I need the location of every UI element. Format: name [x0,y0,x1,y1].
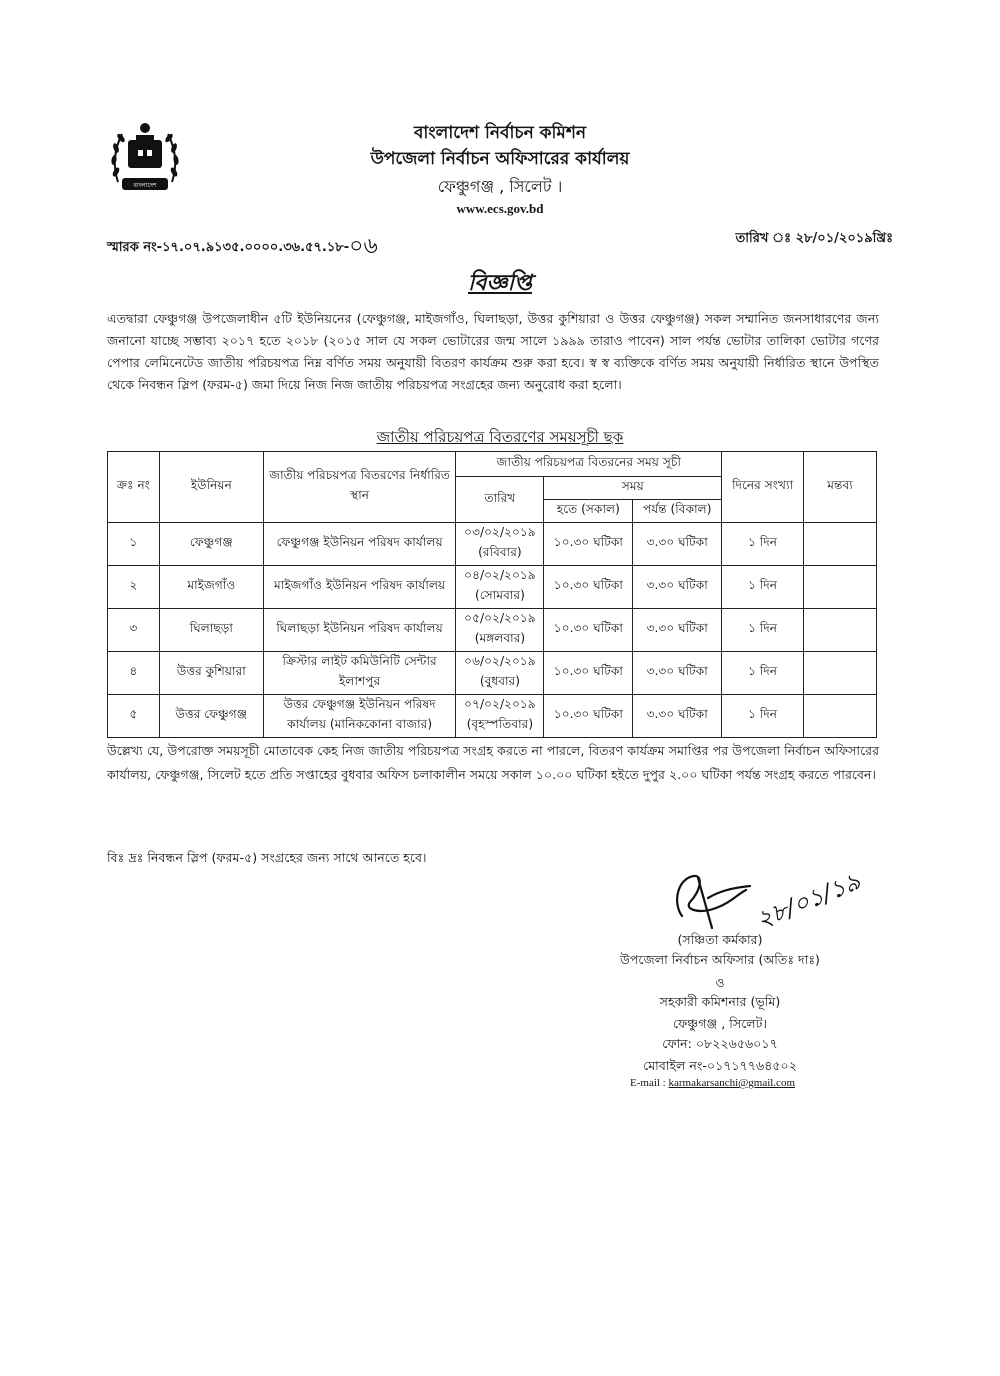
signatory-conjunction: ও [715,975,725,990]
cell-days: ১ দিন [722,566,804,609]
memo-number-text: স্মারক নং-১৭.০৭.৯১৩৫.০০০০.৩৬.৫৭.১৮- [107,240,350,255]
notice-paragraph-1: এতদ্বারা ফেঞ্চুগঞ্জ উপজেলাধীন ৫টি ইউনিয়নের (ফেঞ্চুগঞ্জ, মাইজগাঁও, ঘিলাছড়া, উত্তর কুশিয়ারা ও উত্তর ফেঞ্চুগঞ্জ) সকল সম্মানিত জনসাধারণের জন্য জনানো যাচ্ছে সম্ভাব্য ২০১৭ হতে ২০১৮ (২০১৫ সাল যে সকল ভোটারের জন্ম সালে ১৯৯৯ তারাও পাবেন) সাল পর্যন্ত ভোটার তালিকা ভোটার গণের পেপার লেমিনেটেড জাতীয় পরিচয়পত্র নিম্ন বর্ণিত সময় অনুযায়ী বিতরণ কার্যক্রম শুরু করা হবে। স্ব স্ব ব্যক্তিকে বর্ণিত সময় অনুযায়ী নির্ধারিত স্থানে উপস্থিত থেকে নিবন্ধন স্লিপ (ফরম-৫) জমা দিয়ে নিজ নিজ জাতীয় পরিচয়পত্র সংগ্রহের জন্য অনুরোধ করা হলো। [107,311,879,392]
header-time-from: হতে (সকাল) [544,500,633,523]
special-note: বিঃ দ্রঃ নিবন্ধন স্লিপ (ফরম-৫) সংগ্রহের জন্য সাথে আনতে হবে। [107,850,427,865]
cell-date [456,652,544,695]
cell-weekday: (মঙ্গলবার) [474,631,526,645]
cell-serial: ৪ [108,652,160,695]
signatory-designation-2: সহকারী কমিশনার (ভূমি) [659,994,781,1009]
notice-title-text: বিজ্ঞপ্তি [468,271,532,296]
email-link[interactable]: karmakarsanchi@gmail.com [668,1077,795,1089]
memo-date: তারিখ ঃ ২৮/০১/২০১৯খ্রিঃ [735,231,893,246]
cell-to: ৩.৩০ ঘটিকা [633,652,722,695]
cell-days: ১ দিন [722,652,804,695]
cell-union: ঘিলাছড়া [159,609,263,652]
cell-remarks [804,566,877,609]
table-row [108,652,877,695]
cell-weekday: (বৃহস্পতিবার) [466,717,534,731]
cell-remarks [804,609,877,652]
distribution-schedule-table [107,451,877,738]
svg-text:২৮/০১/১৯: ২৮/০১/১৯ [752,867,865,935]
cell-to: ৩.৩০ ঘটিকা [633,695,722,738]
svg-text:বাংলাদেশ: বাংলাদেশ [133,182,157,189]
cell-days: ১ দিন [722,695,804,738]
cell-date [456,695,544,738]
cell-date-value: ০৭/০২/২০১৯ [464,697,536,711]
cell-serial: ২ [108,566,160,609]
header-serial: ক্রঃ নং [108,452,160,523]
cell-place: মাইজগাঁও ইউনিয়ন পরিষদ কার্যালয় [263,566,456,609]
header-place: জাতীয় পরিচয়পত্র বিতরণের নির্ধারিত স্থান [263,452,456,523]
cell-from: ১০.৩০ ঘটিকা [544,609,633,652]
office-location: ফেঞ্চুগঞ্জ , সিলেট । [437,177,563,196]
memo-number [107,229,378,266]
header-union: ইউনিয়ন [159,452,263,523]
header-time-to: পর্যন্ত (বিকাল) [633,500,722,523]
cell-to: ৩.৩০ ঘটিকা [633,609,722,652]
cell-days: ১ দিন [722,609,804,652]
cell-union: উত্তর কুশিয়ারা [159,652,263,695]
cell-remarks [804,652,877,695]
cell-date-value: ০৫/০২/২০১৯ [464,611,536,625]
cell-from: ১০.৩০ ঘটিকা [544,523,633,566]
cell-date [456,566,544,609]
cell-union: ফেঞ্চুগঞ্জ [159,523,263,566]
signatory-location: ফেঞ্চুগঞ্জ , সিলেট। [672,1016,768,1031]
website-link[interactable]: www.ecs.gov.bd [456,201,544,216]
signatory-name: (সঞ্চিতা কর্মকার) [677,932,763,947]
header-days: দিনের সংখ্যা [722,452,804,523]
cell-date-value: ০৪/০২/২০১৯ [464,568,536,582]
cell-place: ফেঞ্চুগঞ্জ ইউনিয়ন পরিষদ কার্যালয় [263,523,456,566]
cell-date [456,609,544,652]
handwritten-signature [660,858,865,938]
cell-remarks [804,695,877,738]
table-row [108,609,877,652]
cell-place: উত্তর ফেঞ্চুগঞ্জ ইউনিয়ন পরিষদ কার্যালয় (মানিককোনা বাজার) [263,695,456,738]
cell-weekday: (রবিবার) [478,545,522,559]
cell-union: উত্তর ফেঞ্চুগঞ্জ [159,695,263,738]
table-row [108,566,877,609]
office-name: উপজেলা নির্বাচন অফিসারের কার্যালয় [370,149,630,169]
cell-days: ১ দিন [722,523,804,566]
cell-place: ক্রিস্টার লাইট কমিউনিটি সেন্টার ইলাশপুর [263,652,456,695]
email-label: E-mail : [630,1077,666,1089]
signatory-mobile: মোবাইল নং-০১৭১৭৭৬৪৫০২ [643,1058,797,1073]
notice-title [0,266,1000,303]
notice-paragraph-2: উল্লেখ্য যে, উপরোক্ত সময়সূচী মোতাবেক কেহ নিজ জাতীয় পরিচয়পত্র সংগ্রহ করতে না পারলে, বিতরণ কার্যক্রম সমাপ্তির পর উপজেলা নির্বাচন অফিসারের কার্যালয়, ফেঞ্চুগঞ্জ, সিলেট হতে প্রতি সপ্তাহের বুধবার অফিস চলাকালীন সময়ে সকাল ১০.০০ ঘটিকা হইতে দুপুর ২.০০ ঘটিকা পর্যন্ত সংগ্রহ করতে পারবেন। [107,743,879,782]
cell-from: ১০.৩০ ঘটিকা [544,695,633,738]
header-time: সময় [544,477,722,500]
cell-weekday: (সোমবার) [475,588,525,602]
cell-weekday: (বুধবার) [479,674,521,688]
header-schedule: জাতীয় পরিচয়পত্র বিতরনের সময় সূচী [456,452,722,477]
signatory-designation-1: উপজেলা নির্বাচন অফিসার (অতিঃ দাঃ) [620,952,820,967]
cell-date-value: ০৩/০২/২০১৯ [464,525,536,539]
table-caption [0,426,1000,451]
table-row [108,695,877,738]
cell-to: ৩.৩০ ঘটিকা [633,566,722,609]
cell-to: ৩.৩০ ঘটিকা [633,523,722,566]
cell-remarks [804,523,877,566]
signatory-phone: ফোন: ০৮২২৬৫৬০১৭ [662,1036,778,1051]
cell-serial: ৫ [108,695,160,738]
header-remarks: মন্তব্য [804,452,877,523]
signatory-email [630,1077,795,1089]
cell-union: মাইজগাঁও [159,566,263,609]
cell-serial: ৩ [108,609,160,652]
cell-date [456,523,544,566]
cell-from: ১০.৩০ ঘটিকা [544,652,633,695]
cell-from: ১০.৩০ ঘটিকা [544,566,633,609]
table-caption-text: জাতীয় পরিচয়পত্র বিতরণের সময়সূচী ছক [376,428,624,446]
memo-handwritten-suffix: ০৬ [349,234,378,259]
header-date: তারিখ [456,477,544,523]
cell-place: ঘিলাছড়া ইউনিয়ন পরিষদ কার্যালয় [263,609,456,652]
cell-serial: ১ [108,523,160,566]
cell-date-value: ০৬/০২/২০১৯ [464,654,536,668]
table-row [108,523,877,566]
org-name: বাংলাদেশ নির্বাচন কমিশন [413,123,587,143]
